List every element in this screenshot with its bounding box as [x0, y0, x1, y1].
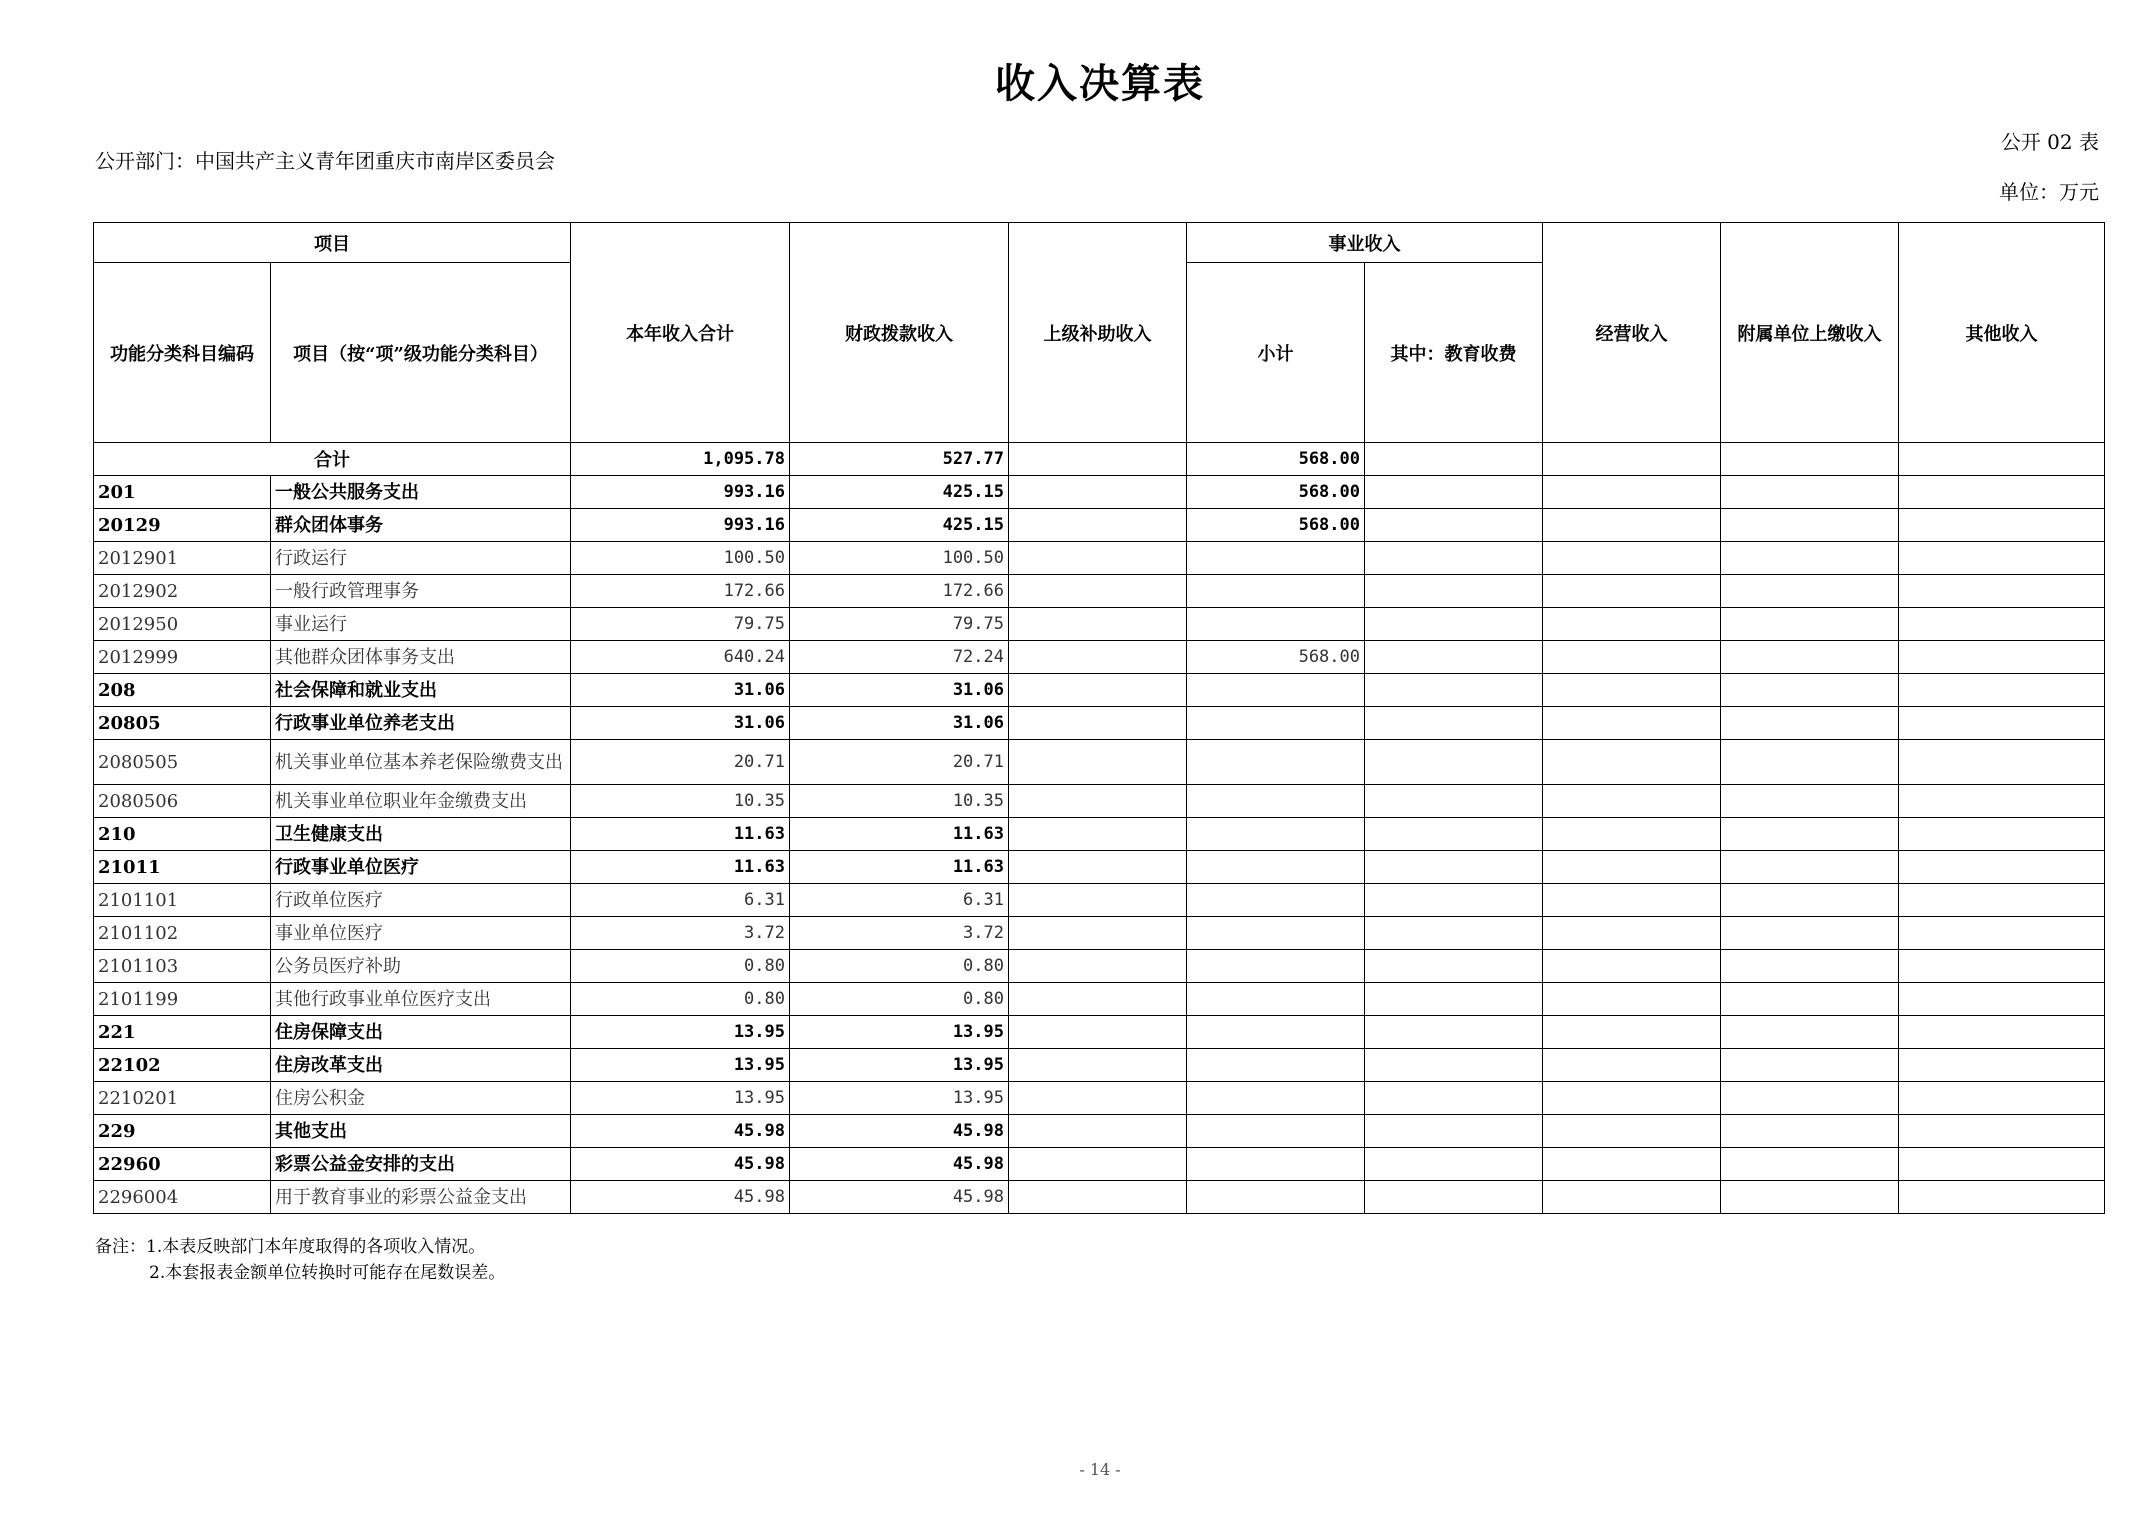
row-total: 3.72	[571, 917, 790, 950]
row-superior	[1009, 1082, 1187, 1115]
row-business-edu	[1365, 1148, 1543, 1181]
row-name: 一般行政管理事务	[271, 575, 571, 608]
row-business-subtotal	[1187, 983, 1365, 1016]
row-total: 13.95	[571, 1016, 790, 1049]
row-operating	[1543, 851, 1721, 884]
row-fiscal: 172.66	[790, 575, 1009, 608]
row-operating	[1543, 884, 1721, 917]
row-name: 一般公共服务支出	[271, 476, 571, 509]
row-affiliated	[1721, 1049, 1899, 1082]
row-name: 行政事业单位养老支出	[271, 707, 571, 740]
table-row	[94, 818, 2105, 851]
row-operating	[1543, 1115, 1721, 1148]
row-superior	[1009, 740, 1187, 785]
row-other	[1899, 851, 2105, 884]
row-other	[1899, 608, 2105, 641]
row-business-subtotal	[1187, 785, 1365, 818]
row-name: 机关事业单位职业年金缴费支出	[271, 785, 571, 818]
total-label: 合计	[94, 443, 571, 476]
row-other	[1899, 476, 2105, 509]
table-row	[94, 1016, 2105, 1049]
row-superior	[1009, 608, 1187, 641]
row-business-subtotal	[1187, 818, 1365, 851]
table-row	[94, 785, 2105, 818]
table-row	[94, 608, 2105, 641]
row-code: 2101102	[94, 917, 271, 950]
row-superior	[1009, 476, 1187, 509]
row-business-edu	[1365, 884, 1543, 917]
row-business-subtotal	[1187, 884, 1365, 917]
row-fiscal: 31.06	[790, 707, 1009, 740]
row-superior	[1009, 1049, 1187, 1082]
row-superior	[1009, 1115, 1187, 1148]
row-superior	[1009, 1016, 1187, 1049]
row-other	[1899, 1181, 2105, 1214]
row-superior	[1009, 509, 1187, 542]
row-fiscal: 45.98	[790, 1115, 1009, 1148]
row-name: 行政事业单位医疗	[271, 851, 571, 884]
table-row	[94, 1148, 2105, 1181]
row-affiliated	[1721, 707, 1899, 740]
table-row	[94, 641, 2105, 674]
row-name: 公务员医疗补助	[271, 950, 571, 983]
row-superior	[1009, 1148, 1187, 1181]
table-row	[94, 1181, 2105, 1214]
row-total: 11.63	[571, 851, 790, 884]
row-name: 其他支出	[271, 1115, 571, 1148]
total-row	[94, 443, 2105, 476]
row-fiscal: 425.15	[790, 476, 1009, 509]
header-business-edu: 其中：教育收费	[1365, 263, 1543, 443]
row-name: 事业运行	[271, 608, 571, 641]
notes	[95, 1234, 505, 1286]
row-affiliated	[1721, 608, 1899, 641]
row-total: 13.95	[571, 1049, 790, 1082]
row-operating	[1543, 476, 1721, 509]
row-affiliated	[1721, 1115, 1899, 1148]
row-fiscal: 0.80	[790, 950, 1009, 983]
row-total: 10.35	[571, 785, 790, 818]
row-business-edu	[1365, 542, 1543, 575]
row-code: 2101199	[94, 983, 271, 1016]
row-operating	[1543, 785, 1721, 818]
row-superior	[1009, 917, 1187, 950]
row-operating	[1543, 641, 1721, 674]
row-name: 机关事业单位基本养老保险缴费支出	[271, 740, 571, 785]
row-fiscal: 100.50	[790, 542, 1009, 575]
row-code: 2080505	[94, 740, 271, 785]
unit-label: 单位：万元	[1999, 180, 2099, 204]
table-row	[94, 575, 2105, 608]
row-fiscal: 3.72	[790, 917, 1009, 950]
row-fiscal: 45.98	[790, 1148, 1009, 1181]
row-business-subtotal	[1187, 1115, 1365, 1148]
row-affiliated	[1721, 575, 1899, 608]
row-other	[1899, 1016, 2105, 1049]
row-affiliated	[1721, 884, 1899, 917]
row-superior	[1009, 884, 1187, 917]
total-fiscal: 527.77	[790, 443, 1009, 476]
row-fiscal: 45.98	[790, 1181, 1009, 1214]
row-operating	[1543, 575, 1721, 608]
row-affiliated	[1721, 917, 1899, 950]
row-operating	[1543, 707, 1721, 740]
row-superior	[1009, 575, 1187, 608]
row-fiscal: 31.06	[790, 674, 1009, 707]
table-row	[94, 917, 2105, 950]
row-total: 0.80	[571, 983, 790, 1016]
row-fiscal: 11.63	[790, 818, 1009, 851]
row-business-subtotal	[1187, 608, 1365, 641]
row-total: 31.06	[571, 674, 790, 707]
row-business-edu	[1365, 575, 1543, 608]
row-business-edu	[1365, 476, 1543, 509]
page-number: - 14 -	[1079, 1460, 1121, 1479]
row-affiliated	[1721, 1181, 1899, 1214]
page-title: 收入决算表	[995, 60, 1205, 107]
row-name: 事业单位医疗	[271, 917, 571, 950]
total-total: 1,095.78	[571, 443, 790, 476]
header-project: 项目	[94, 223, 571, 263]
row-affiliated	[1721, 509, 1899, 542]
row-business-subtotal	[1187, 1148, 1365, 1181]
row-other	[1899, 542, 2105, 575]
row-fiscal: 13.95	[790, 1016, 1009, 1049]
row-business-subtotal: 568.00	[1187, 641, 1365, 674]
row-affiliated	[1721, 818, 1899, 851]
row-operating	[1543, 740, 1721, 785]
row-total: 993.16	[571, 476, 790, 509]
row-total: 45.98	[571, 1148, 790, 1181]
header-superior: 上级补助收入	[1009, 223, 1187, 443]
row-code: 2080506	[94, 785, 271, 818]
row-fiscal: 13.95	[790, 1049, 1009, 1082]
row-code: 20129	[94, 509, 271, 542]
row-business-subtotal	[1187, 917, 1365, 950]
row-name: 卫生健康支出	[271, 818, 571, 851]
header-other: 其他收入	[1899, 223, 2105, 443]
table-row	[94, 950, 2105, 983]
row-name: 其他行政事业单位医疗支出	[271, 983, 571, 1016]
row-other	[1899, 1049, 2105, 1082]
row-fiscal: 425.15	[790, 509, 1009, 542]
row-code: 201	[94, 476, 271, 509]
row-other	[1899, 785, 2105, 818]
row-superior	[1009, 1181, 1187, 1214]
row-business-edu	[1365, 674, 1543, 707]
row-business-subtotal	[1187, 1181, 1365, 1214]
row-operating	[1543, 608, 1721, 641]
row-superior	[1009, 983, 1187, 1016]
income-table	[93, 222, 2105, 1214]
row-name: 彩票公益金安排的支出	[271, 1148, 571, 1181]
row-superior	[1009, 950, 1187, 983]
row-name: 住房改革支出	[271, 1049, 571, 1082]
table-row	[94, 476, 2105, 509]
total-business-edu	[1365, 443, 1543, 476]
total-other	[1899, 443, 2105, 476]
row-affiliated	[1721, 785, 1899, 818]
row-name: 群众团体事务	[271, 509, 571, 542]
table-row	[94, 851, 2105, 884]
form-number: 公开 02 表	[2000, 130, 2099, 154]
header-code: 功能分类科目编码	[94, 263, 271, 443]
row-code: 22102	[94, 1049, 271, 1082]
row-total: 993.16	[571, 509, 790, 542]
total-superior	[1009, 443, 1187, 476]
row-other	[1899, 641, 2105, 674]
row-fiscal: 72.24	[790, 641, 1009, 674]
header-business-subtotal: 小计	[1187, 263, 1365, 443]
row-code: 2012902	[94, 575, 271, 608]
note-line-1: 备注：1.本表反映部门本年度取得的各项收入情况。	[95, 1237, 486, 1257]
row-affiliated	[1721, 950, 1899, 983]
row-total: 172.66	[571, 575, 790, 608]
row-code: 2101103	[94, 950, 271, 983]
row-superior	[1009, 851, 1187, 884]
row-fiscal: 11.63	[790, 851, 1009, 884]
row-superior	[1009, 707, 1187, 740]
row-total: 45.98	[571, 1115, 790, 1148]
row-total: 11.63	[571, 818, 790, 851]
row-business-subtotal	[1187, 851, 1365, 884]
row-code: 208	[94, 674, 271, 707]
table-row	[94, 740, 2105, 785]
row-fiscal: 6.31	[790, 884, 1009, 917]
row-other	[1899, 509, 2105, 542]
table-row	[94, 983, 2105, 1016]
row-name: 其他群众团体事务支出	[271, 641, 571, 674]
row-business-subtotal: 568.00	[1187, 509, 1365, 542]
row-superior	[1009, 542, 1187, 575]
total-operating	[1543, 443, 1721, 476]
row-name: 行政单位医疗	[271, 884, 571, 917]
row-other	[1899, 707, 2105, 740]
header-name: 项目（按“项”级功能分类科目）	[271, 263, 571, 443]
row-business-edu	[1365, 1082, 1543, 1115]
row-other	[1899, 983, 2105, 1016]
header-operating: 经营收入	[1543, 223, 1721, 443]
row-other	[1899, 1115, 2105, 1148]
row-total: 100.50	[571, 542, 790, 575]
row-code: 229	[94, 1115, 271, 1148]
row-business-subtotal	[1187, 950, 1365, 983]
row-operating	[1543, 1181, 1721, 1214]
row-operating	[1543, 983, 1721, 1016]
row-total: 79.75	[571, 608, 790, 641]
row-business-edu	[1365, 1049, 1543, 1082]
row-fiscal: 10.35	[790, 785, 1009, 818]
row-business-edu	[1365, 851, 1543, 884]
row-other	[1899, 1082, 2105, 1115]
row-other	[1899, 674, 2105, 707]
total-affiliated	[1721, 443, 1899, 476]
row-other	[1899, 740, 2105, 785]
row-affiliated	[1721, 542, 1899, 575]
row-code: 2210201	[94, 1082, 271, 1115]
row-business-edu	[1365, 740, 1543, 785]
row-business-subtotal	[1187, 740, 1365, 785]
row-business-edu	[1365, 983, 1543, 1016]
row-business-edu	[1365, 1115, 1543, 1148]
row-superior	[1009, 818, 1187, 851]
row-affiliated	[1721, 674, 1899, 707]
row-business-subtotal	[1187, 542, 1365, 575]
row-total: 31.06	[571, 707, 790, 740]
row-code: 20805	[94, 707, 271, 740]
row-total: 6.31	[571, 884, 790, 917]
row-business-subtotal: 568.00	[1187, 476, 1365, 509]
row-other	[1899, 818, 2105, 851]
row-code: 21011	[94, 851, 271, 884]
row-business-edu	[1365, 1016, 1543, 1049]
row-affiliated	[1721, 476, 1899, 509]
total-business-subtotal: 568.00	[1187, 443, 1365, 476]
department-label: 公开部门：中国共产主义青年团重庆市南岸区委员会	[95, 149, 555, 173]
row-total: 0.80	[571, 950, 790, 983]
row-operating	[1543, 1082, 1721, 1115]
row-business-edu	[1365, 641, 1543, 674]
row-code: 2101101	[94, 884, 271, 917]
row-fiscal: 13.95	[790, 1082, 1009, 1115]
row-name: 用于教育事业的彩票公益金支出	[271, 1181, 571, 1214]
table-row	[94, 674, 2105, 707]
header-fiscal: 财政拨款收入	[790, 223, 1009, 443]
row-name: 住房公积金	[271, 1082, 571, 1115]
row-fiscal: 20.71	[790, 740, 1009, 785]
row-business-edu	[1365, 917, 1543, 950]
row-operating	[1543, 542, 1721, 575]
header-business: 事业收入	[1187, 223, 1543, 263]
row-code: 210	[94, 818, 271, 851]
row-business-subtotal	[1187, 1082, 1365, 1115]
row-fiscal: 0.80	[790, 983, 1009, 1016]
row-code: 2012901	[94, 542, 271, 575]
row-affiliated	[1721, 1148, 1899, 1181]
row-code: 2296004	[94, 1181, 271, 1214]
row-other	[1899, 917, 2105, 950]
row-code: 2012950	[94, 608, 271, 641]
row-superior	[1009, 674, 1187, 707]
row-other	[1899, 575, 2105, 608]
row-total: 20.71	[571, 740, 790, 785]
row-business-edu	[1365, 608, 1543, 641]
row-operating	[1543, 509, 1721, 542]
row-code: 221	[94, 1016, 271, 1049]
row-total: 45.98	[571, 1181, 790, 1214]
row-fiscal: 79.75	[790, 608, 1009, 641]
table-row	[94, 884, 2105, 917]
row-operating	[1543, 917, 1721, 950]
row-other	[1899, 950, 2105, 983]
table-row	[94, 509, 2105, 542]
row-total: 13.95	[571, 1082, 790, 1115]
row-superior	[1009, 785, 1187, 818]
header-total: 本年收入合计	[571, 223, 790, 443]
row-affiliated	[1721, 641, 1899, 674]
row-business-subtotal	[1187, 707, 1365, 740]
row-business-subtotal	[1187, 674, 1365, 707]
note-line-2: 2.本套报表金额单位转换时可能存在尾数误差。	[149, 1263, 506, 1283]
row-business-edu	[1365, 509, 1543, 542]
header-affiliated: 附属单位上缴收入	[1721, 223, 1899, 443]
row-name: 住房保障支出	[271, 1016, 571, 1049]
row-code: 2012999	[94, 641, 271, 674]
row-business-edu	[1365, 785, 1543, 818]
row-affiliated	[1721, 851, 1899, 884]
row-operating	[1543, 1148, 1721, 1181]
row-operating	[1543, 674, 1721, 707]
row-operating	[1543, 1016, 1721, 1049]
row-affiliated	[1721, 1016, 1899, 1049]
row-other	[1899, 1148, 2105, 1181]
row-superior	[1009, 641, 1187, 674]
row-business-subtotal	[1187, 575, 1365, 608]
row-name: 社会保障和就业支出	[271, 674, 571, 707]
row-affiliated	[1721, 740, 1899, 785]
table-row	[94, 542, 2105, 575]
row-name: 行政运行	[271, 542, 571, 575]
row-operating	[1543, 818, 1721, 851]
row-affiliated	[1721, 983, 1899, 1016]
row-business-subtotal	[1187, 1049, 1365, 1082]
row-business-edu	[1365, 818, 1543, 851]
table-row	[94, 707, 2105, 740]
row-business-edu	[1365, 1181, 1543, 1214]
row-other	[1899, 884, 2105, 917]
row-code: 22960	[94, 1148, 271, 1181]
row-affiliated	[1721, 1082, 1899, 1115]
row-operating	[1543, 950, 1721, 983]
table-row	[94, 1082, 2105, 1115]
row-total: 640.24	[571, 641, 790, 674]
row-business-subtotal	[1187, 1016, 1365, 1049]
row-business-edu	[1365, 950, 1543, 983]
row-operating	[1543, 1049, 1721, 1082]
table-row	[94, 1049, 2105, 1082]
row-business-edu	[1365, 707, 1543, 740]
table-row	[94, 1115, 2105, 1148]
